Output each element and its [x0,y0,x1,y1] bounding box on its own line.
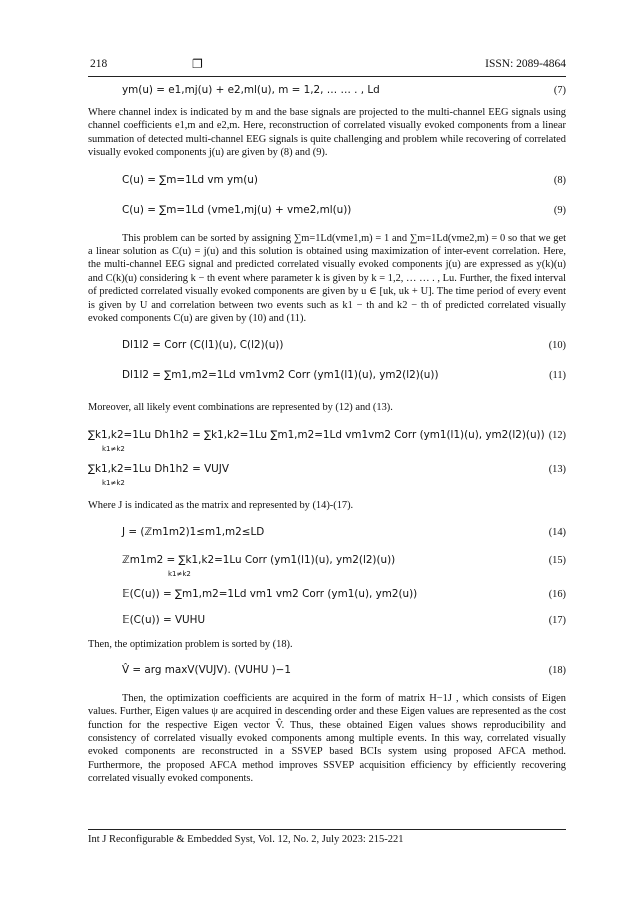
equation-15: ℤm1m2 = ∑k1,k2=1Lu Corr (ym1(l1)(u), ym2(l2)(u)) k1≠k2 (15) [122,554,566,579]
equation-13: ∑k1,k2=1Lu Dh1h2 = VUJV k1≠k2 (13) [88,462,566,487]
equation-12: ∑k1,k2=1Lu Dh1h2 = ∑k1,k2=1Lu ∑m1,m2=1Ld vm1vm2 Corr (ym1(l1)(u), ym2(l2)(u)) k1≠k2 (12) [88,428,566,453]
equation-14: J = (ℤm1m2)1≤m1,m2≤LD (14) [122,526,566,539]
equation-9: C(u) = ∑m=1Ld (vme1,mj(u) + vme2,ml(u)) (9) [122,203,566,216]
equation-8: C(u) = ∑m=1Ld vm ym(u) (8) [122,173,566,186]
paragraph: Then, the optimization problem is sorted by (18). [88,639,293,651]
equation-10: Dl1l2 = Corr (C(l1)(u), C(l2)(u)) (10) [122,339,566,352]
page-number: 218 [90,58,108,70]
paragraph: Where J is indicated as the matrix and represented by (14)-(17). [88,499,354,511]
paragraph: Then, the optimization coefficients are acquired in the form of matrix H−1J , which consists of Eigen values. Further, Eigen values ψ are acquired in descending order and these Eigen values are represented as the cost function for the respective Eigen vector V̂. Thus, these obtained Eigen values shows reproducibility and consistency of correlated visually evoked components among multiple events. In this way, correlated visually evoked components are reconstructed in a SSVEP based BCIs system using proposed AFCA method. Furthermore, the proposed AFCA method improves SSVEP acquisition efficiency by efficiently recovering correlated visually evoked components. [88,692,566,785]
paragraph: Moreover, all likely event combinations are represented by (12) and (13). [88,402,393,414]
equation-17: 𝔼(C(u)) = VUHU (17) [122,614,566,627]
box-icon: ❐ [192,57,203,71]
equation-16: 𝔼(C(u)) = ∑m1,m2=1Ld vm1 vm2 Corr (ym1(u), ym2(u)) (16) [122,588,566,601]
issn: ISSN: 2089-4864 [485,58,566,70]
page-header [72,58,566,78]
paragraph: This problem can be sorted by assigning ∑m=1Ld(vme1,m) = 1 and ∑m=1Ld(vme2,m) = 0 so that we get a linear solution as C(u) = j(u) and this solution is obtained using maximization of inter-event correlation. Here, the multi-channel EEG signal and predicted correlated visually evoked components j(u) are expressed as y(k)(u) and C(k)(u) considering k − th event where parameter k is given by k = 1,2, … … . , Lu. Further, the fixed interval of predicted correlated visually evoked components are given by u ∈ [uk, uk + U]. The time period of every event is given by U and correlation between two events such as k1 − th and k2 − th of predicted correlated visually evoked components C(u) are given by (10) and (11). [88,232,566,325]
header-rule [88,76,566,77]
equation-11: Dl1l2 = ∑m1,m2=1Ld vm1vm2 Corr (ym1(l1)(u), ym2(l2)(u)) (11) [122,369,566,382]
equation-7: ym(u) = e1,mj(u) + e2,ml(u), m = 1,2, … … . , Ld (7) [122,84,566,96]
page-body [88,84,566,786]
equation-18: V̂ = arg maxV(VUJV). (VUHU )−1 (18) [122,663,566,676]
page-footer: Int J Reconfigurable & Embedded Syst, Vol. 12, No. 2, July 2023: 215-221 [88,834,404,845]
footer-rule [88,829,566,830]
paragraph: Where channel index is indicated by m and the base signals are projected to the multi-channel EEG signals using channel coefficients e1,m and e2,m. Here, reconstruction of correlated visually evoked components from a linear summation of detected multi-channel EEG signals is quite challenging and problem while recovering of correlated visually evoked components j(u) are given by (8) and (9). [88,107,566,159]
